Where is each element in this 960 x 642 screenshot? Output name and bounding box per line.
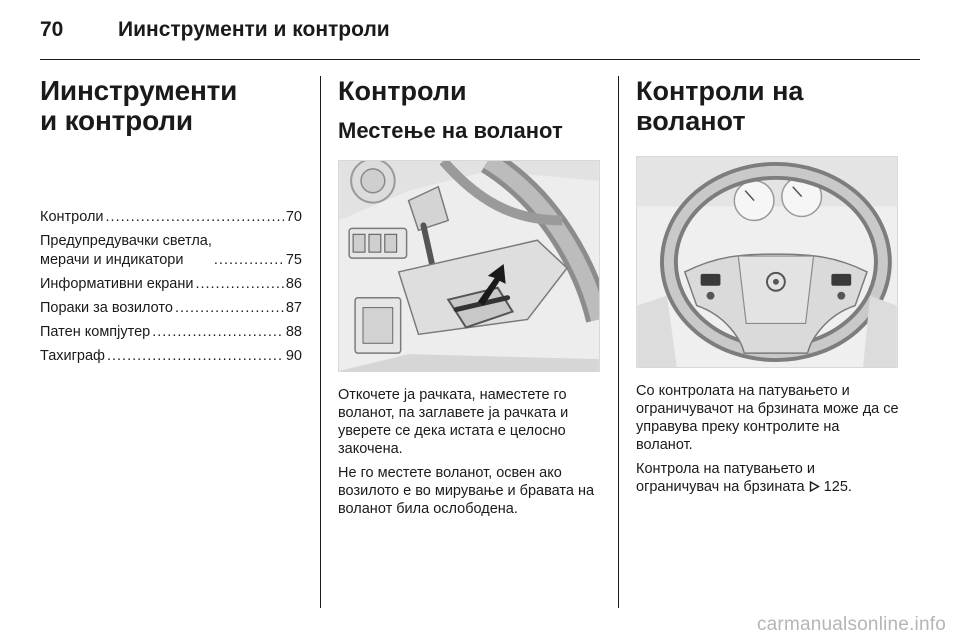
- paragraph-with-reference: [636, 460, 900, 496]
- toc-item[interactable]: [40, 299, 302, 318]
- running-header: [40, 18, 920, 48]
- paragraph-text: Контрола на патувањето и ограничувач на брзината: [636, 461, 815, 495]
- toc-leader-dots: [195, 275, 283, 294]
- steering-wheel-controls-illustration: [636, 156, 898, 368]
- toc-leader-dots: [214, 251, 284, 270]
- column-divider: [320, 76, 321, 608]
- section-title: Контроли: [338, 76, 467, 106]
- running-header-title: Иинструменти и контроли: [118, 18, 390, 41]
- controls-column: [338, 76, 602, 518]
- table-of-contents: [40, 208, 302, 366]
- toc-leader-dots: [152, 323, 284, 342]
- steering-controls-column: [636, 76, 900, 496]
- toc-item[interactable]: [40, 323, 302, 342]
- chapter-title: [40, 76, 302, 136]
- toc-page-number: 90: [285, 348, 302, 364]
- toc-label: Пораки за возилото: [40, 300, 173, 316]
- toc-leader-dots: [175, 299, 284, 318]
- toc-item[interactable]: [40, 232, 302, 270]
- page-reference-triangle-icon: [809, 481, 820, 492]
- chapter-title-line: и контроли: [40, 105, 193, 136]
- toc-leader-dots: [106, 208, 284, 227]
- paragraph: Откочете ја рачката, наместете го воланот, па заглавете ја рачката и уверете се дека истата е целосно закочена.: [338, 387, 569, 457]
- toc-page-number: 70: [285, 209, 302, 225]
- watermark: carmanualsonline.info: [756, 614, 946, 635]
- toc-item[interactable]: [40, 347, 302, 366]
- header-rule: [40, 59, 920, 60]
- chapter-title-line: Иинструменти: [40, 75, 238, 106]
- toc-page-number: 88: [285, 324, 302, 340]
- toc-page-number: 87: [285, 300, 302, 316]
- toc-page-number: 86: [285, 276, 302, 292]
- chapter-column: [40, 76, 302, 371]
- toc-label: Контроли: [40, 209, 104, 225]
- toc-item[interactable]: [40, 208, 302, 227]
- toc-item[interactable]: [40, 275, 302, 294]
- reference-page-link[interactable]: 125.: [819, 479, 852, 495]
- subsection-title: Местење на воланот: [338, 118, 563, 143]
- toc-leader-dots: [107, 347, 284, 366]
- toc-page-number: 75: [285, 252, 302, 268]
- steering-column-lever-illustration: [338, 160, 600, 372]
- toc-label: Предупредувачки светла, мерачи и индикатори: [40, 233, 212, 268]
- toc-label: Информативни екрани: [40, 276, 194, 292]
- column-divider: [618, 76, 619, 608]
- toc-label: Патен компјутер: [40, 324, 151, 340]
- paragraph: Не го местете воланот, освен ако возилото е во мирување и бравата на воланот била ослободена.: [338, 465, 595, 517]
- page-number: 70: [40, 18, 64, 41]
- toc-label: Тахиграф: [40, 348, 105, 364]
- section-title: Контроли на воланот: [636, 76, 804, 136]
- paragraph: Со контролата на патувањето и ограничувачот на брзината може да се управува преку контролите на воланот.: [636, 383, 899, 453]
